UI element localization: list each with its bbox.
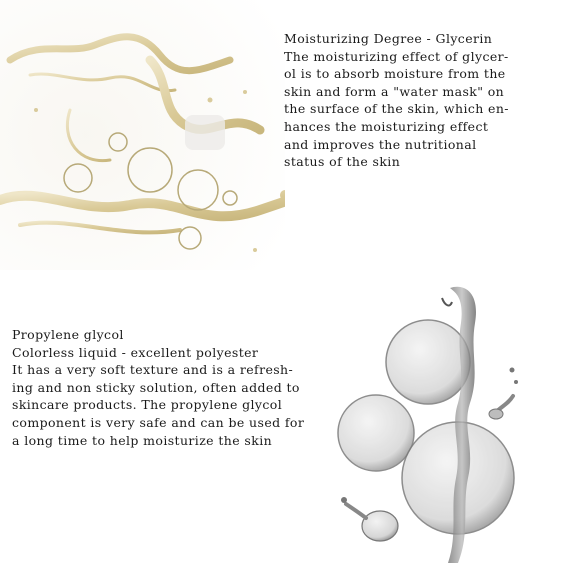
glycerin-line: The moisturizing effect of glycer- xyxy=(284,48,509,64)
glycerin-splash-illustration xyxy=(0,0,285,270)
propylene-line: ing and non sticky solution, often added to xyxy=(12,379,300,395)
propylene-subheading: Colorless liquid - excellent polyester xyxy=(12,344,259,360)
propylene-line: skincare products. The propylene glycol xyxy=(12,397,283,413)
glycerin-line: ol is to absorb moisture from the xyxy=(284,66,506,82)
glycerin-heading: Moisturizing Degree - Glycerin xyxy=(284,31,493,46)
propylene-text-block xyxy=(12,326,332,449)
propylene-line: a long time to help moisturize the skin xyxy=(12,432,273,448)
glycerin-line: the surface of the skin, which en- xyxy=(284,101,509,117)
propylene-heading: Propylene glycol xyxy=(12,327,124,342)
glycerin-line: and improves the nutritional xyxy=(284,136,477,152)
glycerin-line: skin and form a "water mask" on xyxy=(284,83,505,99)
propylene-line: component is very safe and can be used for xyxy=(12,414,305,430)
glycerin-text-block xyxy=(284,30,570,171)
propylene-droplets-illustration xyxy=(330,278,572,571)
propylene-line: It has a very soft texture and is a refresh- xyxy=(12,362,294,378)
glycerin-line: status of the skin xyxy=(284,154,401,170)
glycerin-line: hances the moisturizing effect xyxy=(284,118,489,134)
